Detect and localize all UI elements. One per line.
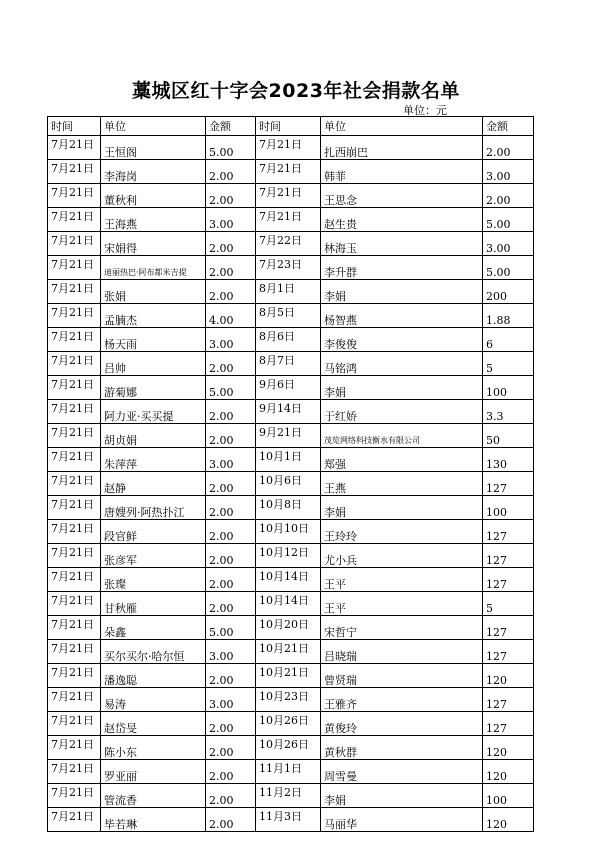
- cell-amount: 127: [483, 712, 534, 736]
- cell-donor: 张娟: [101, 280, 206, 304]
- cell-donor: 毕若琳: [101, 808, 206, 832]
- cell-amount: 2.00: [206, 712, 256, 736]
- table-row: [48, 352, 534, 376]
- cell-date: 7月21日: [48, 568, 101, 592]
- cell-date: 7月21日: [48, 256, 101, 280]
- cell-date: 7月21日: [48, 136, 101, 160]
- cell-amount: 5.00: [206, 616, 256, 640]
- cell-donor: 韩菲: [321, 160, 483, 184]
- cell-date: 7月21日: [48, 280, 101, 304]
- cell-date: 8月6日: [256, 328, 321, 352]
- cell-date: 7月21日: [48, 664, 101, 688]
- cell-amount: 3.00: [206, 688, 256, 712]
- cell-donor: 段官鲜: [101, 520, 206, 544]
- cell-donor: 吕晓瑞: [321, 640, 483, 664]
- cell-donor: 王恒阁: [101, 136, 206, 160]
- cell-donor: 扎西崩巴: [321, 136, 483, 160]
- cell-amount: 4.00: [206, 304, 256, 328]
- cell-donor: 李娟: [321, 280, 483, 304]
- cell-donor: 茂览网络科技衡水有限公司: [321, 424, 483, 448]
- cell-date: 7月21日: [48, 736, 101, 760]
- cell-amount: 2.00: [206, 400, 256, 424]
- cell-amount: 130: [483, 448, 534, 472]
- table-row: [48, 640, 534, 664]
- cell-amount: 3.00: [206, 640, 256, 664]
- table-row: [48, 808, 534, 832]
- table-row: [48, 304, 534, 328]
- cell-donor: 周雪曼: [321, 760, 483, 784]
- cell-date: 7月21日: [48, 184, 101, 208]
- cell-donor: 宋哲宁: [321, 616, 483, 640]
- cell-amount: 2.00: [206, 568, 256, 592]
- cell-amount: 2.00: [206, 808, 256, 832]
- cell-donor: 董秋利: [101, 184, 206, 208]
- cell-donor: 黄俊玲: [321, 712, 483, 736]
- table-row: [48, 592, 534, 616]
- cell-donor: 李升群: [321, 256, 483, 280]
- cell-amount: 2.00: [206, 592, 256, 616]
- table-row: [48, 232, 534, 256]
- table-row: [48, 520, 534, 544]
- cell-date: 7月21日: [48, 352, 101, 376]
- cell-donor: 潘逸聪: [101, 664, 206, 688]
- cell-date: 7月21日: [256, 136, 321, 160]
- cell-date: 7月21日: [48, 472, 101, 496]
- cell-date: 10月21日: [256, 640, 321, 664]
- cell-amount: 3.00: [483, 232, 534, 256]
- cell-date: 10月23日: [256, 688, 321, 712]
- cell-date: 9月21日: [256, 424, 321, 448]
- cell-date: 7月21日: [48, 688, 101, 712]
- cell-donor: 易涛: [101, 688, 206, 712]
- cell-amount: 2.00: [206, 496, 256, 520]
- cell-amount: 6: [483, 328, 534, 352]
- cell-date: 7月21日: [256, 160, 321, 184]
- cell-date: 10月14日: [256, 568, 321, 592]
- cell-amount: 5.00: [206, 136, 256, 160]
- table-row: [48, 448, 534, 472]
- table-row: [48, 424, 534, 448]
- cell-date: 10月1日: [256, 448, 321, 472]
- cell-donor: 迪丽热巴·阿布都米吉提: [101, 256, 206, 280]
- table-row: [48, 256, 534, 280]
- table-row: [48, 184, 534, 208]
- cell-date: 7月21日: [48, 424, 101, 448]
- cell-donor: 王海燕: [101, 208, 206, 232]
- cell-amount: 1.88: [483, 304, 534, 328]
- cell-date: 7月21日: [256, 208, 321, 232]
- table-row: [48, 280, 534, 304]
- cell-amount: 3.00: [206, 448, 256, 472]
- cell-amount: 2.00: [206, 520, 256, 544]
- table-header-row: [48, 117, 534, 136]
- table-row: [48, 784, 534, 808]
- cell-amount: 2.00: [206, 160, 256, 184]
- header-amount: 金额: [206, 117, 256, 136]
- table-row: [48, 208, 534, 232]
- cell-date: 11月2日: [256, 784, 321, 808]
- cell-amount: 120: [483, 664, 534, 688]
- table-row: [48, 664, 534, 688]
- cell-date: 7月21日: [48, 520, 101, 544]
- cell-date: 9月6日: [256, 376, 321, 400]
- cell-donor: 马丽华: [321, 808, 483, 832]
- cell-date: 10月8日: [256, 496, 321, 520]
- cell-amount: 2.00: [206, 472, 256, 496]
- cell-donor: 孟腩杰: [101, 304, 206, 328]
- cell-donor: 宋娟得: [101, 232, 206, 256]
- table-row: [48, 472, 534, 496]
- cell-date: 7月21日: [48, 376, 101, 400]
- cell-amount: 200: [483, 280, 534, 304]
- cell-amount: 127: [483, 472, 534, 496]
- cell-date: 7月22日: [256, 232, 321, 256]
- cell-amount: 2.00: [206, 760, 256, 784]
- cell-donor: 游菊娜: [101, 376, 206, 400]
- cell-date: 10月10日: [256, 520, 321, 544]
- cell-date: 7月23日: [256, 256, 321, 280]
- cell-donor: 曾贤瑞: [321, 664, 483, 688]
- cell-amount: 5: [483, 592, 534, 616]
- cell-date: 7月21日: [48, 232, 101, 256]
- cell-amount: 2.00: [206, 184, 256, 208]
- table-row: [48, 736, 534, 760]
- cell-date: 7月21日: [48, 640, 101, 664]
- cell-donor: 唐嫂列·阿热扑江: [101, 496, 206, 520]
- cell-donor: 杨智燕: [321, 304, 483, 328]
- cell-donor: 王平: [321, 592, 483, 616]
- cell-date: 7月21日: [48, 496, 101, 520]
- cell-donor: 张彦军: [101, 544, 206, 568]
- cell-donor: 陈小东: [101, 736, 206, 760]
- cell-date: 7月21日: [48, 616, 101, 640]
- cell-amount: 120: [483, 760, 534, 784]
- cell-date: 7月21日: [256, 184, 321, 208]
- cell-amount: 100: [483, 376, 534, 400]
- cell-donor: 李娟: [321, 784, 483, 808]
- donation-table: [47, 116, 534, 832]
- cell-donor: 于红娇: [321, 400, 483, 424]
- cell-donor: 胡贞娟: [101, 424, 206, 448]
- cell-date: 7月21日: [48, 808, 101, 832]
- cell-amount: 100: [483, 496, 534, 520]
- table-row: [48, 136, 534, 160]
- cell-amount: 3.00: [483, 160, 534, 184]
- cell-amount: 100: [483, 784, 534, 808]
- cell-amount: 127: [483, 616, 534, 640]
- table-row: [48, 400, 534, 424]
- header-amount: 金额: [483, 117, 534, 136]
- cell-date: 8月7日: [256, 352, 321, 376]
- cell-amount: 5: [483, 352, 534, 376]
- cell-donor: 张璨: [101, 568, 206, 592]
- cell-amount: 3.00: [206, 208, 256, 232]
- cell-amount: 127: [483, 568, 534, 592]
- cell-donor: 朵鑫: [101, 616, 206, 640]
- cell-amount: 2.00: [483, 184, 534, 208]
- cell-donor: 赵静: [101, 472, 206, 496]
- cell-donor: 王玲玲: [321, 520, 483, 544]
- unit-label: 单位：元: [403, 104, 447, 117]
- cell-amount: 5.00: [483, 256, 534, 280]
- cell-donor: 李海岗: [101, 160, 206, 184]
- cell-amount: 2.00: [206, 232, 256, 256]
- header-unit: 单位: [321, 117, 483, 136]
- cell-amount: 2.00: [206, 280, 256, 304]
- cell-amount: 2.00: [206, 352, 256, 376]
- cell-donor: 朱萍萍: [101, 448, 206, 472]
- table-row: [48, 688, 534, 712]
- cell-amount: 127: [483, 640, 534, 664]
- cell-date: 7月21日: [48, 328, 101, 352]
- cell-date: 10月14日: [256, 592, 321, 616]
- cell-date: 8月5日: [256, 304, 321, 328]
- table-row: [48, 160, 534, 184]
- cell-date: 7月21日: [48, 784, 101, 808]
- cell-date: 10月6日: [256, 472, 321, 496]
- header-time: 时间: [256, 117, 321, 136]
- cell-amount: 2.00: [483, 136, 534, 160]
- table-row: [48, 760, 534, 784]
- cell-date: 11月3日: [256, 808, 321, 832]
- cell-amount: 2.00: [206, 664, 256, 688]
- cell-donor: 赵岱旻: [101, 712, 206, 736]
- table-row: [48, 496, 534, 520]
- table-row: [48, 376, 534, 400]
- cell-amount: 3.00: [206, 328, 256, 352]
- cell-date: 7月21日: [48, 208, 101, 232]
- cell-amount: 120: [483, 736, 534, 760]
- cell-date: 10月26日: [256, 712, 321, 736]
- cell-amount: 50: [483, 424, 534, 448]
- cell-donor: 尤小兵: [321, 544, 483, 568]
- cell-date: 9月14日: [256, 400, 321, 424]
- table-row: [48, 568, 534, 592]
- cell-date: 10月20日: [256, 616, 321, 640]
- cell-amount: 127: [483, 688, 534, 712]
- cell-donor: 林海玉: [321, 232, 483, 256]
- cell-amount: 2.00: [206, 256, 256, 280]
- cell-amount: 120: [483, 808, 534, 832]
- cell-date: 7月21日: [48, 592, 101, 616]
- cell-donor: 王雅齐: [321, 688, 483, 712]
- cell-date: 7月21日: [48, 304, 101, 328]
- cell-date: 8月1日: [256, 280, 321, 304]
- cell-date: 10月12日: [256, 544, 321, 568]
- cell-donor: 李娟: [321, 376, 483, 400]
- cell-amount: 5.00: [206, 376, 256, 400]
- cell-donor: 李娟: [321, 496, 483, 520]
- cell-donor: 甘秋雁: [101, 592, 206, 616]
- cell-donor: 王燕: [321, 472, 483, 496]
- cell-date: 10月26日: [256, 736, 321, 760]
- cell-date: 11月1日: [256, 760, 321, 784]
- cell-donor: 吕帅: [101, 352, 206, 376]
- cell-donor: 买尔买尔·哈尔恒: [101, 640, 206, 664]
- table-row: [48, 328, 534, 352]
- cell-amount: 2.00: [206, 544, 256, 568]
- cell-donor: 马铭鸿: [321, 352, 483, 376]
- cell-date: 7月21日: [48, 760, 101, 784]
- cell-amount: 5.00: [483, 208, 534, 232]
- cell-donor: 阿力亚·买买提: [101, 400, 206, 424]
- table-row: [48, 616, 534, 640]
- cell-donor: 赵生贵: [321, 208, 483, 232]
- cell-donor: 李俊俊: [321, 328, 483, 352]
- cell-date: 7月21日: [48, 160, 101, 184]
- cell-donor: 郑强: [321, 448, 483, 472]
- cell-amount: 2.00: [206, 424, 256, 448]
- cell-donor: 黄秋群: [321, 736, 483, 760]
- cell-donor: 管流香: [101, 784, 206, 808]
- cell-donor: 罗亚丽: [101, 760, 206, 784]
- table-row: [48, 712, 534, 736]
- cell-date: 7月21日: [48, 712, 101, 736]
- cell-date: 10月21日: [256, 664, 321, 688]
- header-unit: 单位: [101, 117, 206, 136]
- cell-donor: 杨天雨: [101, 328, 206, 352]
- cell-donor: 王平: [321, 568, 483, 592]
- cell-donor: 王思念: [321, 184, 483, 208]
- table-row: [48, 544, 534, 568]
- cell-date: 7月21日: [48, 400, 101, 424]
- cell-amount: 3.3: [483, 400, 534, 424]
- header-time: 时间: [48, 117, 101, 136]
- cell-date: 7月21日: [48, 544, 101, 568]
- cell-amount: 2.00: [206, 736, 256, 760]
- cell-amount: 127: [483, 520, 534, 544]
- page-title: 藁城区红十字会2023年社会捐款名单: [132, 80, 460, 102]
- cell-date: 7月21日: [48, 448, 101, 472]
- cell-amount: 2.00: [206, 784, 256, 808]
- cell-amount: 127: [483, 544, 534, 568]
